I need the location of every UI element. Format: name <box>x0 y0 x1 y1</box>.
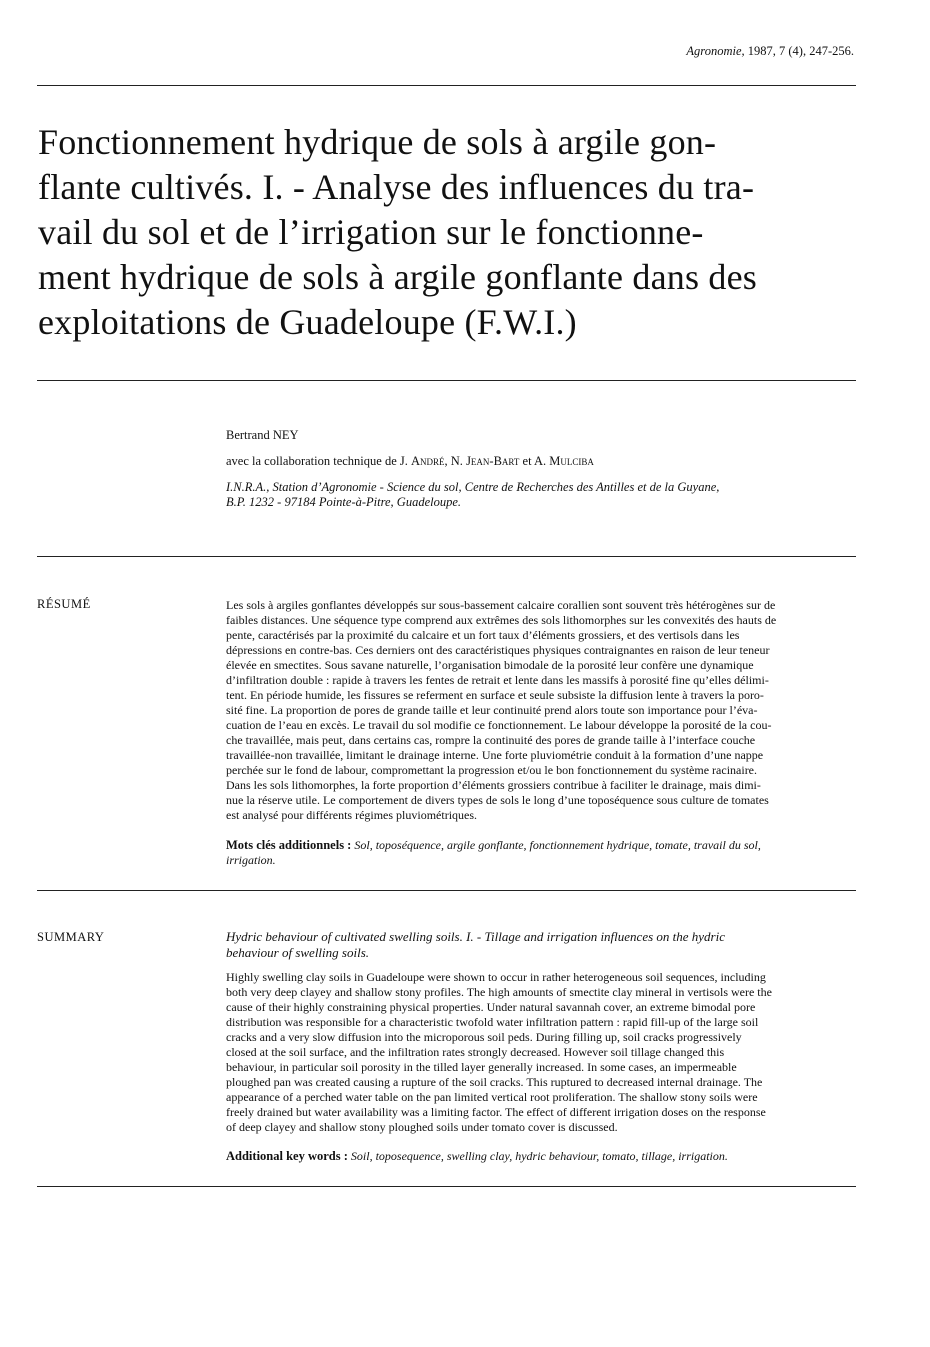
text-line: cause of their highly constraining physical properties. Under natural savannah cover, an extreme bimodal pore <box>226 1000 756 1014</box>
resume-label: RÉSUMÉ <box>37 597 91 611</box>
resume-section <box>226 598 856 868</box>
text-line: perchée sur le fond de labour, compromettant la progression et/ou le bon fonctionnement du système racinaire. <box>226 763 758 777</box>
text-line: Les sols à argiles gonflantes développés sur sous-bassement calcaire corallien sont souvent très hétérogènes sur de <box>226 598 776 612</box>
journal-volume: 1987, 7 (4), 247-256. <box>744 44 854 58</box>
text-line: appearance of a perched water table on the pan limited vertical root proliferation. The shallow stony soils were <box>226 1090 758 1104</box>
collab-separator: et A. <box>519 454 550 468</box>
text-line: Dans les sols lithomorphes, la forte proportion d’éléments grossiers contribue à faciliter le drainage, mais dimi- <box>226 778 761 792</box>
text-line: closed at the soil surface, and the infiltration rates strongly decreased. However soil tillage changed this <box>226 1045 725 1059</box>
text-line: cuation de l’eau en excès. Le travail du sol modifie ce fonctionnement. Le labour développe la porosité de la cou- <box>226 718 772 732</box>
affiliation-line: I.N.R.A., Station d’Agronomie - Science du sol, Centre de Recherches des Antilles et de la Guyane, <box>226 480 720 494</box>
title-line: ment hydrique de sols à argile gonflante dans des <box>38 257 757 297</box>
collab-prefix: avec la collaboration technique de J. <box>226 454 411 468</box>
journal-citation <box>686 44 854 59</box>
journal-name: Agronomie, <box>686 44 745 58</box>
text-line: dépressions en contre-bas. Ces derniers ont des caractéristiques physiques contraignantes en raison de leur teneur <box>226 643 770 657</box>
author-block <box>226 428 856 510</box>
text-line: che travaillée, mais peut, dans certains cas, rompre la continuité des pores de grande taille à l’interface couche <box>226 733 756 747</box>
keywords-text: Sol, toposéquence, argile gonflante, fonctionnement hydrique, tomate, travail du sol, <box>351 838 761 852</box>
text-line: tent. En période humide, les fissures se referment en surface et seule subsiste la diffusion lente à travers la poro- <box>226 688 764 702</box>
header-rule <box>37 85 856 86</box>
keywords-label: Additional key words : <box>226 1149 348 1163</box>
summary-title-line: behaviour of swelling soils. <box>226 945 369 960</box>
keywords-text: Soil, toposequence, swelling clay, hydric behaviour, tomato, tillage, irrigation. <box>347 1149 728 1163</box>
title-line: exploitations de Guadeloupe (F.W.I.) <box>38 302 577 342</box>
text-line: of deep clayey and shallow stony ploughed soils under tomato cover is discussed. <box>226 1120 618 1134</box>
text-line: est analysé pour différents régimes pluviométriques. <box>226 808 478 822</box>
text-line: élevée en smectites. Sous savane naturelle, l’organisation bimodale de la porosité leur confère une dynamique <box>226 658 754 672</box>
title-rule <box>37 380 856 381</box>
affiliation-line: B.P. 1232 - 97184 Pointe-à-Pitre, Guadeloupe. <box>226 495 462 509</box>
text-line: distribution was responsible for a characteristic twofold water infiltration pattern : rapid fill-up of the large soil <box>226 1015 759 1029</box>
text-line: nue la réserve utile. Le comportement de divers types de sols le long d’une toposéquence sous culture de tomates <box>226 793 769 807</box>
text-line: pente, caractérisés par la proximité du calcaire et un fort taux d’éléments grossiers, et des vertisols dans les <box>226 628 740 642</box>
collaborator-name: André <box>411 454 445 468</box>
footer-rule <box>37 1186 856 1187</box>
resume-text <box>226 598 856 823</box>
text-line: Highly swelling clay soils in Guadeloupe were shown to occur in rather heterogeneous soil sequences, including <box>226 970 766 984</box>
resume-keywords <box>226 838 856 868</box>
paper-title <box>38 120 863 345</box>
summary-keywords <box>226 1149 856 1164</box>
summary-label: SUMMARY <box>37 930 105 944</box>
authors-rule <box>37 556 856 557</box>
summary-title-line: Hydric behaviour of cultivated swelling soils. I. - Tillage and irrigation influences on the hydric <box>226 929 725 944</box>
summary-text <box>226 970 856 1135</box>
summary-section <box>226 929 856 1164</box>
collaborators <box>226 454 856 469</box>
collaborator-name: Mulciba <box>549 454 594 468</box>
text-line: freely drained but water availability was a limiting factor. The effect of different irrigation doses on the response <box>226 1105 766 1119</box>
affiliation <box>226 480 856 510</box>
text-line: cracks and a very slow diffusion into the microporous soil peds. During filling up, soil cracks progressively <box>226 1030 742 1044</box>
author-name: Bertrand NEY <box>226 428 299 442</box>
text-line: ploughed pan was created causing a rupture of the soil cracks. This ruptured to decreased internal drainage. The <box>226 1075 763 1089</box>
text-line: both very deep clayey and shallow stony profiles. The high amounts of smectite clay mineral in vertisols were the <box>226 985 772 999</box>
text-line: behaviour, in particular soil porosity in the tilled layer generally increased. In some cases, an impermeable <box>226 1060 737 1074</box>
title-line: flante cultivés. I. - Analyse des influences du tra- <box>38 167 755 207</box>
title-line: vail du sol et de l’irrigation sur le fonctionne- <box>38 212 704 252</box>
text-line: travaillée-non travaillée, limitant le drainage interne. Une forte pluviométrie conduit à la formation d’une nappe <box>226 748 764 762</box>
collab-separator: , N. <box>444 454 467 468</box>
title-line: Fonctionnement hydrique de sols à argile gon- <box>38 122 717 162</box>
summary-title <box>226 929 856 961</box>
collaborator-name: Jean-Bart <box>466 454 520 468</box>
keywords-text: irrigation. <box>226 853 276 867</box>
resume-rule <box>37 890 856 891</box>
text-line: faibles distances. Une séquence type comprend aux extrêmes des sols lithomorphes sur les convexités des hauts de <box>226 613 777 627</box>
text-line: d’infiltration double : rapide à travers les fentes de retrait et lente dans les massifs à porosité fine qu’elles délimi- <box>226 673 769 687</box>
text-line: sité fine. La proportion de pores de grande taille et leur continuité prend alors toute son importance pour l’éva- <box>226 703 758 717</box>
keywords-label: Mots clés additionnels : <box>226 838 352 852</box>
